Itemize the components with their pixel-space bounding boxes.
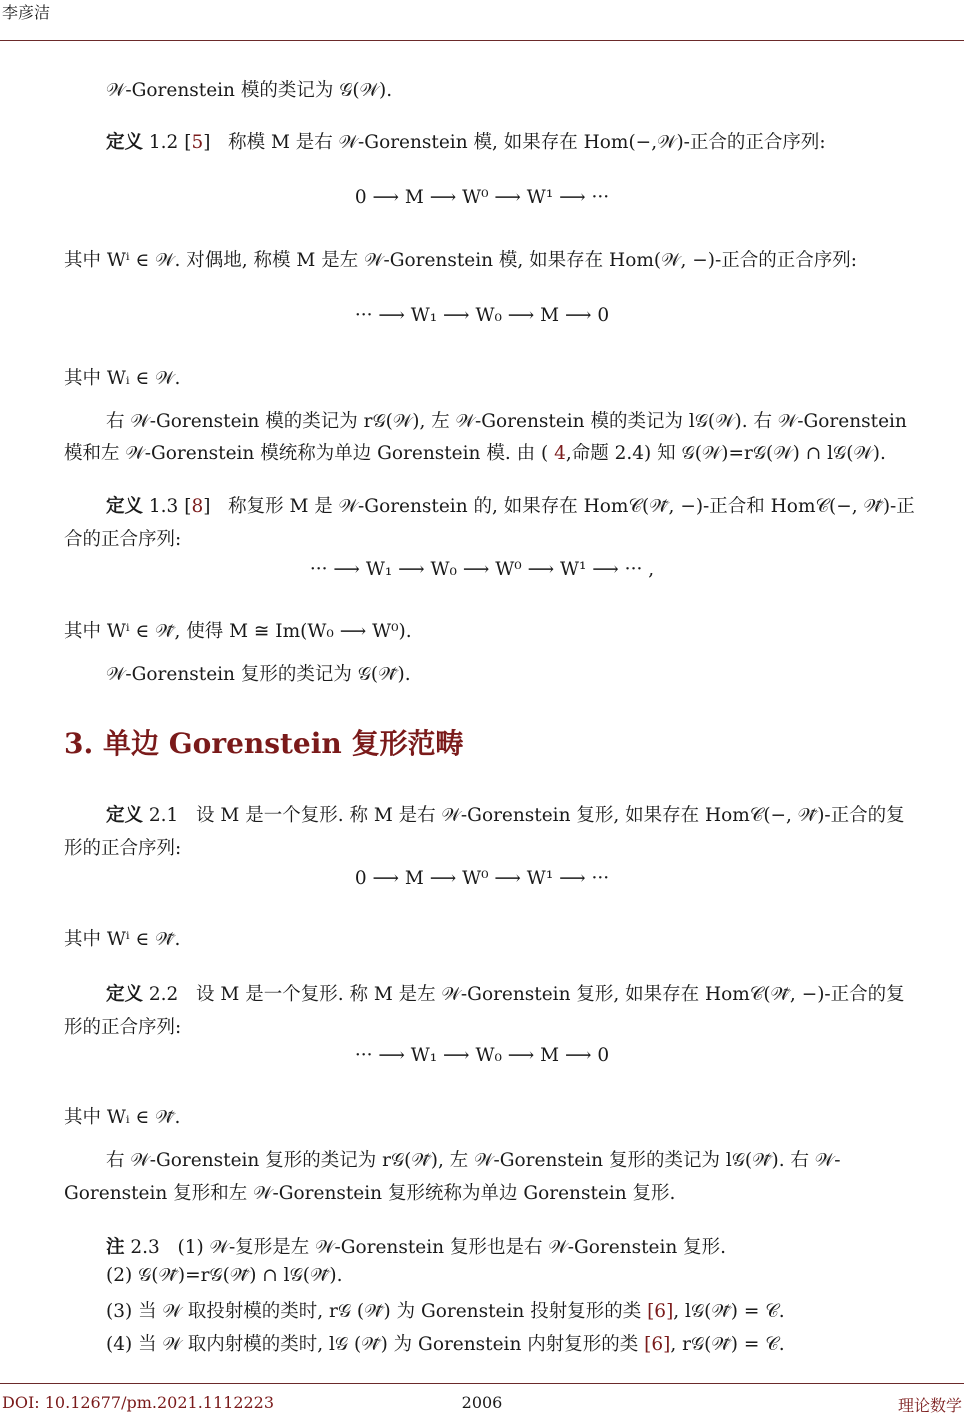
paragraph: 其中 Wⁱ ∈ 𝒲. 对偶地, 称模 M 是左 𝒲-Gorenstein 模, 如果存在 Hom(𝒲, −)-正合的正合序列: <box>64 250 857 271</box>
paragraph: 其中 Wⁱ ∈ 𝒲̃, 使得 M ≅ Im(W₀ ⟶ W⁰). <box>64 621 412 642</box>
note-text: (3) 当 𝒲 取投射模的类时, r𝒢 (𝒲̃) 为 Gorenstein 投射复形的类 <box>106 1301 648 1322</box>
note-text: , l𝒢(𝒲̃) = 𝒞. <box>673 1301 785 1322</box>
citation-link[interactable]: 8 <box>191 496 204 517</box>
paragraph <box>64 439 886 465</box>
section-title: 3. 单边 Gorenstein 复形范畴 <box>64 727 464 760</box>
definition-1-3: 定义 1.3 [8] 称复形 M 是 𝒲-Gorenstein 的, 如果存在 Hom𝒞(𝒲̃, −)-正合和 Hom𝒞(−, 𝒲̃)-正 <box>106 496 915 517</box>
note-text: , r𝒢(𝒲̃) = 𝒞. <box>670 1334 785 1355</box>
paragraph: 𝒲-Gorenstein 模的类记为 𝒢(𝒲). <box>106 80 393 101</box>
definition-label: 定义 <box>106 984 144 1005</box>
citation-link[interactable]: [6] <box>644 1334 671 1355</box>
note-label: 注 <box>106 1237 125 1258</box>
paragraph: 其中 Wᵢ ∈ 𝒲. <box>64 368 181 389</box>
note-2-3 <box>106 1233 726 1259</box>
citation-link[interactable]: [6] <box>647 1301 674 1322</box>
definition-label: 定义 <box>106 496 144 517</box>
equation: ··· ⟶ W₁ ⟶ W₀ ⟶ W⁰ ⟶ W¹ ⟶ ··· , <box>309 559 655 580</box>
running-header-author: 李彦洁 <box>2 3 51 22</box>
paragraph-text: 模和左 𝒲-Gorenstein 模统称为单边 Gorenstein 模. 由 ( <box>64 443 555 464</box>
definition-number: 2.1 <box>148 805 179 826</box>
equation: ··· ⟶ W₁ ⟶ W₀ ⟶ M ⟶ 0 <box>354 1045 610 1066</box>
citation-link[interactable]: 5 <box>191 132 204 153</box>
definition-2-1 <box>106 801 905 827</box>
definition-text-cont: 合的正合序列: <box>64 529 182 550</box>
note-text: (4) 当 𝒲 取内射模的类时, l𝒢 (𝒲̃) 为 Gorenstein 内射复形的类 <box>106 1334 645 1355</box>
definition-text: 设 M 是一个复形. 称 M 是右 𝒲-Gorenstein 复形, 如果存在 Hom𝒞(−, 𝒲̃)-正合的复 <box>195 805 905 826</box>
note-line: (1) 𝒲-复形是左 𝒲-Gorenstein 复形也是右 𝒲-Gorenstein 复形. <box>177 1237 727 1258</box>
note-line <box>106 1297 785 1323</box>
definition-label: 定义 <box>106 805 144 826</box>
definition-number: 1.2 <box>148 132 179 153</box>
footer-journal-name[interactable]: 理论数学 <box>897 1396 962 1415</box>
definition-number: 2.2 <box>148 984 179 1005</box>
definition-text-cont: 形的正合序列: <box>64 838 182 859</box>
equation: 0 ⟶ M ⟶ W⁰ ⟶ W¹ ⟶ ··· <box>354 187 610 208</box>
paragraph: Gorenstein 复形和左 𝒲-Gorenstein 复形统称为单边 Gorenstein 复形. <box>64 1183 676 1204</box>
definition-1-2: 定义 1.2 [5] 称模 M 是右 𝒲-Gorenstein 模, 如果存在 Hom(−,𝒲)-正合的正合序列: <box>106 132 826 153</box>
footer-doi-link[interactable]: DOI: 10.12677/pm.2021.1112223 <box>2 1393 275 1412</box>
definition-label: 定义 <box>106 132 144 153</box>
footer-rule <box>0 1383 964 1384</box>
equation: 0 ⟶ M ⟶ W⁰ ⟶ W¹ ⟶ ··· <box>354 868 610 889</box>
paragraph: 右 𝒲-Gorenstein 复形的类记为 r𝒢(𝒲̃), 左 𝒲-Gorenstein 复形的类记为 l𝒢(𝒲̃). 右 𝒲- <box>106 1150 841 1171</box>
definition-text: 称模 M 是右 𝒲-Gorenstein 模, 如果存在 Hom(−,𝒲)-正合的正合序列: <box>228 132 826 153</box>
definition-text: 设 M 是一个复形. 称 M 是左 𝒲-Gorenstein 复形, 如果存在 Hom𝒞(𝒲̃, −)-正合的复 <box>195 984 905 1005</box>
footer-page-number: 2006 <box>461 1393 503 1412</box>
note-number: 2.3 <box>130 1237 160 1258</box>
definition-text: 称复形 M 是 𝒲-Gorenstein 的, 如果存在 Hom𝒞(𝒲̃, −)-正合和 Hom𝒞(−, 𝒲̃)-正 <box>228 496 915 517</box>
definition-text-cont: 形的正合序列: <box>64 1017 182 1038</box>
paragraph-text: ,命题 2.4) 知 𝒢(𝒲)=r𝒢(𝒲) ∩ l𝒢(𝒲). <box>565 443 886 464</box>
header-rule <box>0 40 964 41</box>
paragraph: 其中 Wᵢ ∈ 𝒲̃. <box>64 1107 181 1128</box>
equation: ··· ⟶ W₁ ⟶ W₀ ⟶ M ⟶ 0 <box>354 305 610 326</box>
definition-number: 1.3 <box>148 496 179 517</box>
definition-2-2 <box>106 980 905 1006</box>
note-line <box>106 1330 785 1356</box>
paragraph: 𝒲-Gorenstein 复形的类记为 𝒢(𝒲̃). <box>106 664 411 685</box>
citation-link[interactable]: 4 <box>554 443 566 464</box>
note-line: (2) 𝒢(𝒲̃)=r𝒢(𝒲̃) ∩ l𝒢(𝒲̃). <box>106 1265 343 1286</box>
paragraph: 右 𝒲-Gorenstein 模的类记为 r𝒢(𝒲), 左 𝒲-Gorenstein 模的类记为 l𝒢(𝒲). 右 𝒲-Gorenstein <box>106 411 907 432</box>
paragraph: 其中 Wⁱ ∈ 𝒲̃. <box>64 929 181 950</box>
